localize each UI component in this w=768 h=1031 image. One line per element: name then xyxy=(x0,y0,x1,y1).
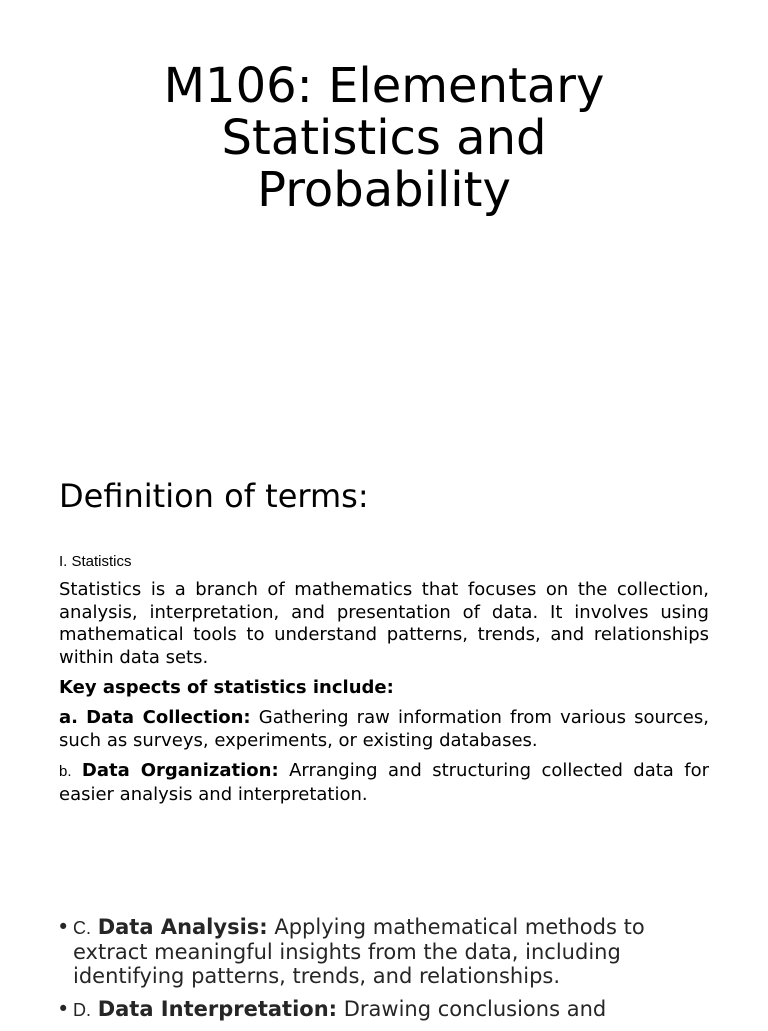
bullet-list xyxy=(57,915,707,1031)
aspect-data-collection xyxy=(59,707,709,752)
title-line-3: Probability xyxy=(257,162,511,218)
aspect-marker: b. xyxy=(59,763,72,780)
key-aspects-heading: Key aspects of statistics include: xyxy=(59,677,394,698)
aspect-text: Gathering raw information from various sources, such as surveys, experiments, or existing databases. xyxy=(59,707,709,751)
bullet-dot: • xyxy=(57,915,70,939)
page-title xyxy=(0,60,768,216)
aspect-term: Data Organization: xyxy=(81,760,279,781)
statistics-definition: Statistics is a branch of mathematics that focuses on the collection, analysis, interpretation, and presentation of data. It involves using mathematical tools to understand patterns, trends, and relationships within data sets. xyxy=(59,579,709,668)
bullet-dot: • xyxy=(57,997,70,1021)
aspect-marker: a. xyxy=(59,707,78,728)
bullet-term: Data Interpretation: xyxy=(97,997,338,1021)
aspect-term: Data Collection: xyxy=(86,707,251,728)
bullet-marker: D. xyxy=(73,1000,91,1020)
aspect-text: Arranging and structuring collected data for easier analysis and interpretation. xyxy=(59,760,709,805)
subheading-statistics: I. Statistics xyxy=(59,553,132,570)
bullet-term: Data Analysis: xyxy=(97,915,268,939)
aspect-data-organization xyxy=(59,760,709,806)
bullet-text: Drawing conclusions and xyxy=(337,997,607,1021)
bullet-marker: C. xyxy=(73,918,91,938)
title-line-1: M106: Elementary xyxy=(163,58,605,114)
list-item-data-analysis xyxy=(57,915,707,988)
title-line-2: Statistics and xyxy=(221,110,547,166)
bullet-text: Applying mathematical methods to extract meaningful insights from the data, including identifying patterns, trends, and relationships. xyxy=(73,915,645,988)
section-heading: Definition of terms: xyxy=(59,477,369,515)
list-item-data-interpretation xyxy=(57,997,707,1022)
